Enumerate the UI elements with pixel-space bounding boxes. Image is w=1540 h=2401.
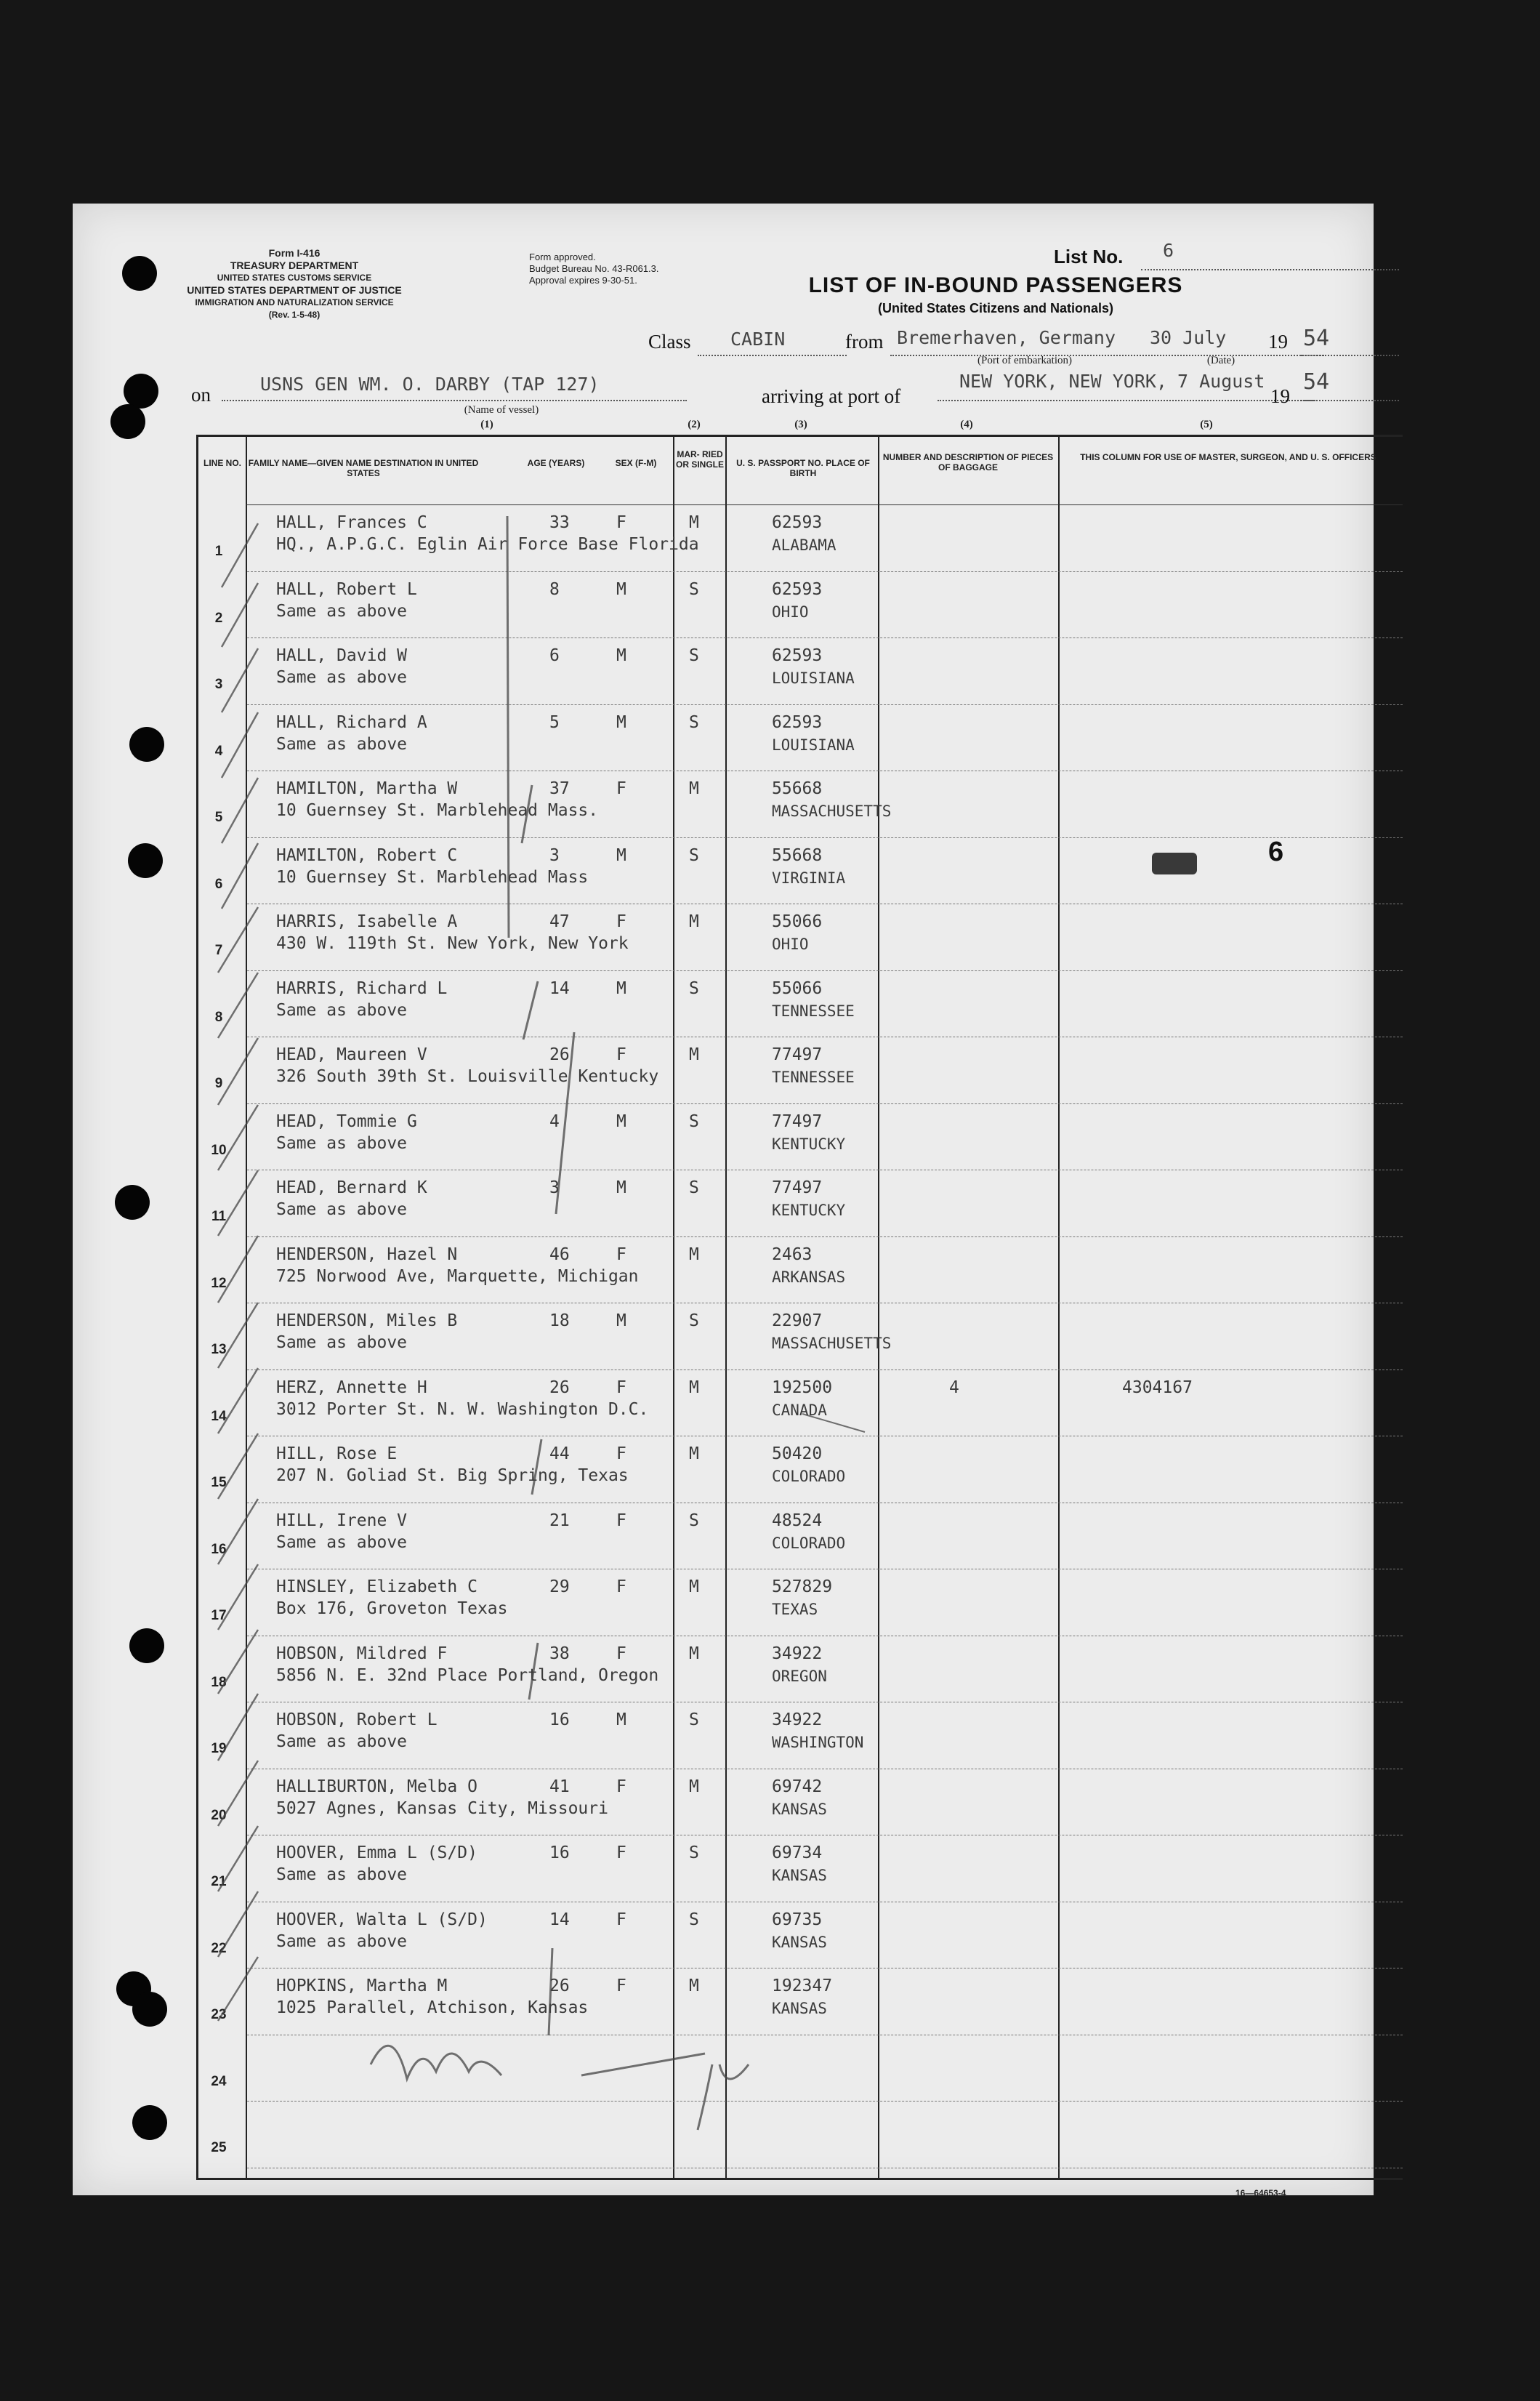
passport-number: 69742 bbox=[772, 1777, 823, 1796]
punch-hole bbox=[122, 256, 157, 291]
passport-number: 69734 bbox=[772, 1843, 823, 1862]
place-of-birth: CANADA bbox=[772, 1401, 827, 1419]
passport-number: 192500 bbox=[772, 1378, 833, 1397]
place-of-birth: TENNESSEE bbox=[772, 1002, 855, 1020]
passenger-destination: Same as above bbox=[276, 1000, 408, 1020]
passenger-marital-status: S bbox=[689, 1843, 699, 1862]
place-of-birth: MASSACHUSETTS bbox=[772, 1335, 892, 1352]
passenger-marital-status: S bbox=[689, 646, 699, 665]
line-number: 25 bbox=[211, 2140, 227, 2155]
passenger-age: 3 bbox=[549, 1178, 560, 1197]
place-of-birth: OHIO bbox=[772, 936, 809, 953]
punch-hole bbox=[132, 2105, 167, 2140]
class-label: Class bbox=[648, 331, 691, 353]
line-number: 7 bbox=[214, 943, 223, 958]
passenger-name: HALL, Robert L bbox=[276, 579, 417, 599]
passenger-marital-status: S bbox=[689, 1178, 699, 1197]
punch-hole bbox=[115, 1185, 150, 1220]
passenger-destination: 1025 Parallel, Atchison, Kansas bbox=[276, 1998, 589, 2017]
passenger-name: HINSLEY, Elizabeth C bbox=[276, 1577, 477, 1596]
line-number: 5 bbox=[214, 810, 223, 825]
class-value: CABIN bbox=[730, 329, 786, 350]
passenger-sex: F bbox=[616, 1910, 626, 1929]
place-of-birth: TENNESSEE bbox=[772, 1069, 855, 1086]
place-of-birth: KENTUCKY bbox=[772, 1135, 846, 1153]
line-number: 9 bbox=[214, 1076, 223, 1091]
passenger-sex: M bbox=[616, 1111, 626, 1131]
line-number: 10 bbox=[211, 1142, 227, 1158]
passenger-marital-status: S bbox=[689, 1111, 699, 1131]
passenger-destination: Same as above bbox=[276, 1200, 408, 1219]
passport-number: 2463 bbox=[772, 1244, 813, 1264]
passenger-destination: HQ., A.P.G.C. Eglin Air Force Base Florida bbox=[276, 535, 699, 554]
customs-service: UNITED STATES CUSTOMS SERVICE bbox=[217, 273, 372, 283]
manifest-page bbox=[73, 204, 1376, 2198]
punch-hole bbox=[132, 1992, 167, 2027]
passenger-sex: M bbox=[616, 1710, 626, 1729]
col-header-married: MAR- RIED OR SINGLE bbox=[676, 449, 725, 470]
punch-hole bbox=[129, 727, 164, 762]
list-number-value: 6 bbox=[1163, 240, 1174, 261]
list-subtitle: (United States Citizens and Nationals) bbox=[877, 301, 1114, 315]
passenger-marital-status: M bbox=[689, 1577, 699, 1596]
passenger-sex: F bbox=[616, 1045, 626, 1064]
line-number: 12 bbox=[211, 1275, 227, 1291]
passenger-sex: M bbox=[616, 712, 626, 732]
punch-hole bbox=[129, 1628, 164, 1663]
passenger-sex: M bbox=[616, 646, 626, 665]
line-number: 1 bbox=[214, 544, 223, 559]
line-number: 17 bbox=[211, 1608, 227, 1623]
passenger-destination: Same as above bbox=[276, 1133, 408, 1153]
col-header-passport: U. S. PASSPORT NO. PLACE OF BIRTH bbox=[736, 458, 870, 478]
year-1: 54 bbox=[1303, 326, 1330, 351]
place-of-birth: ARKANSAS bbox=[772, 1268, 846, 1286]
passenger-sex: F bbox=[616, 1378, 626, 1397]
place-of-birth: LOUISIANA bbox=[772, 736, 855, 754]
passenger-marital-status: S bbox=[689, 1511, 699, 1530]
arriving-label: arriving at port of bbox=[762, 385, 901, 407]
passport-number: 22907 bbox=[772, 1311, 823, 1330]
place-of-birth: KANSAS bbox=[772, 2000, 827, 2017]
form-revision: (Rev. 1-5-48) bbox=[268, 310, 321, 320]
punch-hole bbox=[124, 374, 158, 409]
passenger-marital-status: S bbox=[689, 579, 699, 599]
passenger-age: 29 bbox=[549, 1577, 570, 1596]
passenger-name: HARRIS, Isabelle A bbox=[276, 912, 458, 931]
passenger-name: HEAD, Maureen V bbox=[276, 1045, 427, 1064]
passport-number: 62593 bbox=[772, 513, 823, 532]
passenger-sex: M bbox=[616, 1178, 626, 1197]
passenger-sex: M bbox=[616, 579, 626, 599]
line-number: 8 bbox=[214, 1009, 223, 1025]
passenger-name: HOBSON, Robert L bbox=[276, 1710, 438, 1729]
place-of-birth: COLORADO bbox=[772, 1468, 846, 1485]
passenger-marital-status: M bbox=[689, 1444, 699, 1463]
col-header-baggage: NUMBER AND DESCRIPTION OF PIECES OF BAGGAGE bbox=[882, 452, 1054, 472]
passenger-name: HALL, David W bbox=[276, 646, 408, 665]
col-header-name: FAMILY NAME—GIVEN NAME DESTINATION IN UNITED STATES bbox=[248, 458, 479, 478]
col-header-line-no: LINE NO. bbox=[203, 458, 241, 468]
passenger-destination: Same as above bbox=[276, 668, 408, 687]
col-num-3: (3) bbox=[794, 419, 807, 430]
passenger-name: HALL, Richard A bbox=[276, 712, 427, 732]
passenger-sex: F bbox=[616, 1644, 626, 1663]
year-prefix-2: 19 bbox=[1270, 385, 1290, 407]
passenger-age: 26 bbox=[549, 1378, 570, 1397]
year-prefix-1: 19 bbox=[1268, 331, 1288, 353]
passenger-age: 37 bbox=[549, 779, 570, 798]
line-number: 13 bbox=[211, 1342, 227, 1357]
approval-line-1: Form approved. bbox=[529, 252, 596, 262]
passenger-name: HAMILTON, Martha W bbox=[276, 779, 458, 798]
approval-line-2: Budget Bureau No. 43-R061.3. bbox=[529, 263, 659, 274]
date-caption: (Date) bbox=[1206, 355, 1235, 366]
passenger-destination: 3012 Porter St. N. W. Washington D.C. bbox=[276, 1399, 649, 1419]
passenger-age: 38 bbox=[549, 1644, 570, 1663]
officer-mark: 6 bbox=[1268, 836, 1284, 867]
passenger-marital-status: M bbox=[689, 1644, 699, 1663]
line-number: 4 bbox=[214, 743, 223, 759]
passport-number: 50420 bbox=[772, 1444, 823, 1463]
col-num-5: (5) bbox=[1200, 419, 1213, 430]
col-header-sex: SEX (F-M) bbox=[615, 458, 657, 468]
passenger-sex: F bbox=[616, 779, 626, 798]
line-number: 16 bbox=[211, 1541, 227, 1557]
passenger-destination: 5856 N. E. 32nd Place Portland, Oregon bbox=[276, 1665, 659, 1685]
from-label: from bbox=[845, 331, 884, 353]
passport-number: 77497 bbox=[772, 1045, 823, 1064]
passenger-destination: 10 Guernsey St. Marblehead Mass bbox=[276, 867, 589, 887]
col-num-4: (4) bbox=[960, 419, 973, 430]
form-footer-code: 16—64653-4 bbox=[1235, 2188, 1286, 2198]
line-number: 22 bbox=[211, 1940, 227, 1956]
passenger-destination: Box 176, Groveton Texas bbox=[276, 1599, 508, 1618]
passenger-age: 47 bbox=[549, 912, 570, 931]
vessel-caption: (Name of vessel) bbox=[464, 404, 539, 416]
line-number: 2 bbox=[214, 610, 223, 626]
passport-number: 62593 bbox=[772, 712, 823, 732]
place-of-birth: COLORADO bbox=[772, 1534, 846, 1552]
form-number: Form I-416 bbox=[268, 247, 321, 259]
passenger-marital-status: M bbox=[689, 513, 699, 532]
passenger-name: HENDERSON, Miles B bbox=[276, 1311, 458, 1330]
place-of-birth: MASSACHUSETTS bbox=[772, 803, 892, 820]
passenger-marital-status: S bbox=[689, 845, 699, 865]
passenger-name: HOOVER, Walta L (S/D) bbox=[276, 1910, 488, 1929]
passport-number: 77497 bbox=[772, 1111, 823, 1131]
passenger-sex: M bbox=[616, 1311, 626, 1330]
line-number: 21 bbox=[211, 1874, 227, 1889]
passenger-age: 46 bbox=[549, 1244, 570, 1264]
treasury-department: TREASURY DEPARTMENT bbox=[230, 260, 359, 271]
place-of-birth: KANSAS bbox=[772, 1933, 827, 1951]
passenger-destination: 207 N. Goliad St. Big Spring, Texas bbox=[276, 1466, 629, 1485]
port-caption: (Port of embarkation) bbox=[977, 355, 1072, 366]
place-of-birth: WASHINGTON bbox=[772, 1734, 864, 1751]
passenger-age: 3 bbox=[549, 845, 560, 865]
passenger-marital-status: M bbox=[689, 1045, 699, 1064]
passenger-destination: Same as above bbox=[276, 734, 408, 754]
passenger-age: 5 bbox=[549, 712, 560, 732]
passenger-name: HEAD, Tommie G bbox=[276, 1111, 417, 1131]
passport-number: 69735 bbox=[772, 1910, 823, 1929]
passenger-name: HOBSON, Mildred F bbox=[276, 1644, 448, 1663]
passenger-name: HOPKINS, Martha M bbox=[276, 1976, 448, 1995]
line-number: 24 bbox=[211, 2073, 227, 2089]
punch-hole bbox=[128, 843, 163, 878]
year-2: 54 bbox=[1303, 369, 1330, 395]
passenger-sex: F bbox=[616, 1843, 626, 1862]
line-number: 23 bbox=[211, 2007, 227, 2022]
list-number-label: List No. bbox=[1054, 246, 1124, 268]
passport-number: 55066 bbox=[772, 978, 823, 998]
list-title: LIST OF IN-BOUND PASSENGERS bbox=[808, 273, 1183, 297]
passenger-sex: F bbox=[616, 1577, 626, 1596]
passenger-name: HALLIBURTON, Melba O bbox=[276, 1777, 477, 1796]
place-of-birth: OHIO bbox=[772, 603, 809, 621]
line-number: 11 bbox=[211, 1209, 227, 1224]
passenger-marital-status: S bbox=[689, 1710, 699, 1729]
line-number: 18 bbox=[211, 1674, 227, 1690]
passenger-sex: F bbox=[616, 1777, 626, 1796]
passenger-destination: Same as above bbox=[276, 1333, 408, 1352]
passenger-name: HALL, Frances C bbox=[276, 513, 427, 532]
passport-number: 62593 bbox=[772, 646, 823, 665]
col-num-2: (2) bbox=[688, 419, 701, 430]
justice-department: UNITED STATES DEPARTMENT OF JUSTICE bbox=[187, 284, 402, 296]
passenger-destination: Same as above bbox=[276, 1532, 408, 1552]
passenger-destination: Same as above bbox=[276, 1732, 408, 1751]
passenger-marital-status: M bbox=[689, 1378, 699, 1397]
line-number: 6 bbox=[214, 876, 223, 892]
passenger-marital-status: S bbox=[689, 1910, 699, 1929]
passenger-age: 14 bbox=[549, 1910, 570, 1929]
passenger-age: 44 bbox=[549, 1444, 570, 1463]
passport-number: 55668 bbox=[772, 779, 823, 798]
passenger-marital-status: M bbox=[689, 1244, 699, 1264]
place-of-birth: ALABAMA bbox=[772, 536, 836, 554]
passport-number: 55668 bbox=[772, 845, 823, 865]
passenger-destination: 725 Norwood Ave, Marquette, Michigan bbox=[276, 1266, 639, 1286]
passenger-age: 6 bbox=[549, 646, 560, 665]
passenger-marital-status: S bbox=[689, 1311, 699, 1330]
passenger-age: 8 bbox=[549, 579, 560, 599]
passenger-name: HEAD, Bernard K bbox=[276, 1178, 427, 1197]
passenger-destination: Same as above bbox=[276, 1931, 408, 1951]
place-of-birth: VIRGINIA bbox=[772, 869, 846, 887]
handwritten-marks bbox=[73, 204, 1374, 2195]
passenger-destination: Same as above bbox=[276, 601, 408, 621]
place-of-birth: TEXAS bbox=[772, 1601, 818, 1618]
line-number: 3 bbox=[214, 677, 223, 692]
passenger-destination: 10 Guernsey St. Marblehead Mass. bbox=[276, 801, 599, 820]
passport-number: 527829 bbox=[772, 1577, 833, 1596]
passport-number: 34922 bbox=[772, 1644, 823, 1663]
passenger-sex: F bbox=[616, 1976, 626, 1995]
passenger-age: 16 bbox=[549, 1843, 570, 1862]
passenger-age: 16 bbox=[549, 1710, 570, 1729]
passenger-destination: 326 South 39th St. Louisville Kentucky bbox=[276, 1067, 659, 1086]
passenger-destination: 430 W. 119th St. New York, New York bbox=[276, 934, 629, 953]
passenger-age: 41 bbox=[549, 1777, 570, 1796]
passenger-name: HILL, Irene V bbox=[276, 1511, 408, 1530]
passenger-sex: F bbox=[616, 1244, 626, 1264]
place-of-birth: KANSAS bbox=[772, 1867, 827, 1884]
passenger-sex: F bbox=[616, 1444, 626, 1463]
passenger-sex: F bbox=[616, 1511, 626, 1530]
passenger-destination: Same as above bbox=[276, 1865, 408, 1884]
passenger-age: 18 bbox=[549, 1311, 570, 1330]
passport-number: 34922 bbox=[772, 1710, 823, 1729]
punch-hole bbox=[110, 404, 145, 439]
passenger-marital-status: M bbox=[689, 779, 699, 798]
passenger-age: 26 bbox=[549, 1976, 570, 1995]
officer-note: 4304167 bbox=[1122, 1378, 1193, 1397]
passenger-sex: M bbox=[616, 978, 626, 998]
passenger-marital-status: M bbox=[689, 1976, 699, 1995]
on-label: on bbox=[191, 384, 211, 406]
passenger-marital-status: M bbox=[689, 912, 699, 931]
passenger-marital-status: S bbox=[689, 712, 699, 732]
col-header-officers: THIS COLUMN FOR USE OF MASTER, SURGEON, AND U. S. OFFICERS bbox=[1080, 452, 1376, 462]
line-number: 15 bbox=[211, 1475, 227, 1490]
approval-line-3: Approval expires 9-30-51. bbox=[529, 275, 637, 286]
passenger-name: HAMILTON, Robert C bbox=[276, 845, 458, 865]
passport-number: 77497 bbox=[772, 1178, 823, 1197]
place-of-birth: LOUISIANA bbox=[772, 669, 855, 687]
ins-service: IMMIGRATION AND NATURALIZATION SERVICE bbox=[195, 297, 394, 307]
passenger-sex: F bbox=[616, 912, 626, 931]
col-header-age: AGE (YEARS) bbox=[527, 458, 585, 468]
passenger-marital-status: S bbox=[689, 978, 699, 998]
passport-number: 55066 bbox=[772, 912, 823, 931]
passenger-name: HARRIS, Richard L bbox=[276, 978, 448, 998]
line-number: 20 bbox=[211, 1807, 227, 1823]
passport-number: 62593 bbox=[772, 579, 823, 599]
passenger-marital-status: M bbox=[689, 1777, 699, 1796]
passenger-age: 33 bbox=[549, 513, 570, 532]
passenger-destination: 5027 Agnes, Kansas City, Missouri bbox=[276, 1798, 608, 1818]
arrival-port: NEW YORK, NEW YORK, bbox=[959, 371, 1167, 392]
line-number: 14 bbox=[211, 1408, 227, 1424]
vessel-name: USNS GEN WM. O. DARBY (TAP 127) bbox=[260, 374, 600, 395]
passenger-age: 21 bbox=[549, 1511, 570, 1530]
passenger-name: HENDERSON, Hazel N bbox=[276, 1244, 458, 1264]
passport-number: 192347 bbox=[772, 1976, 833, 1995]
passenger-age: 26 bbox=[549, 1045, 570, 1064]
passenger-name: HILL, Rose E bbox=[276, 1444, 398, 1463]
embark-port: Bremerhaven, Germany bbox=[897, 327, 1116, 348]
embark-date: 30 July bbox=[1150, 327, 1227, 348]
line-number: 19 bbox=[211, 1741, 227, 1756]
place-of-birth: KANSAS bbox=[772, 1800, 827, 1818]
place-of-birth: KENTUCKY bbox=[772, 1202, 846, 1219]
passenger-name: HOOVER, Emma L (S/D) bbox=[276, 1843, 477, 1862]
passenger-age: 4 bbox=[549, 1111, 560, 1131]
passport-number: 48524 bbox=[772, 1511, 823, 1530]
passenger-age: 14 bbox=[549, 978, 570, 998]
arrival-date: 7 August bbox=[1177, 371, 1265, 392]
col-num-1: (1) bbox=[480, 419, 493, 430]
passenger-sex: F bbox=[616, 513, 626, 532]
passenger-sex: M bbox=[616, 845, 626, 865]
place-of-birth: OREGON bbox=[772, 1667, 827, 1685]
passenger-name: HERZ, Annette H bbox=[276, 1378, 427, 1397]
baggage-count: 4 bbox=[949, 1378, 959, 1397]
